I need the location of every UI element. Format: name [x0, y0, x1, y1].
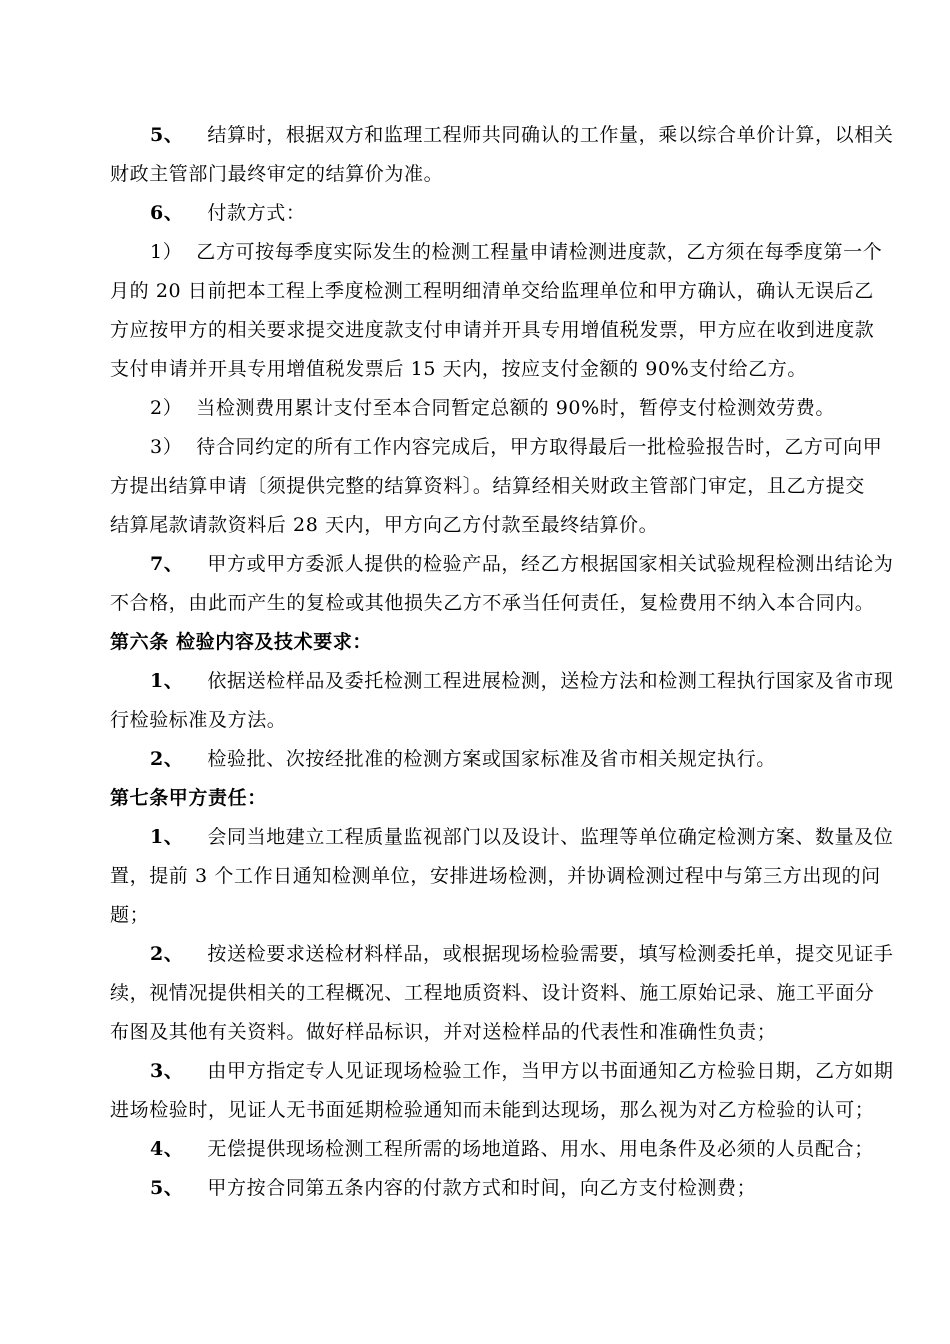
- paragraph-text: 按送检要求送检材料样品，或根据现场检验需要，填写检测委托单，提交见证手: [207, 943, 894, 965]
- item-number: 2、: [150, 748, 184, 770]
- item-number: 1、: [150, 670, 184, 692]
- sub-1-line-3: 方应按甲方的相关要求提交进度款支付申请并开具专用增值税发票，甲方应在收到进度款: [110, 319, 875, 341]
- paragraph-7-line-1: [150, 552, 893, 576]
- article-7-item-1-line-3: 题；: [110, 904, 150, 926]
- paragraph-text: 检验批、次按经批准的检测方案或国家标准及省市相关规定执行。: [207, 748, 776, 770]
- article-7-item-1-line-1: [150, 825, 893, 849]
- article-6-item-2-line-1: [150, 747, 776, 771]
- sub-3-line-3: 结算尾款请款资料后 28 天内，甲方向乙方付款至最终结算价。: [110, 514, 659, 536]
- paragraph-6-line-1: [150, 201, 305, 225]
- article-7-item-3-line-2: 进场检验时，见证人无书面延期检验通知而未能到达现场，那么视为对乙方检验的认可；: [110, 1099, 875, 1121]
- paragraph-text: 当检测费用累计支付至本合同暂定总额的 90%时，暂停支付检测效劳费。: [196, 397, 835, 419]
- article-7-item-3-line-1: [150, 1059, 893, 1083]
- item-number: 5、: [150, 124, 184, 146]
- sub-2-line-1: [150, 396, 835, 420]
- item-number: 5、: [150, 1177, 184, 1199]
- sub-item-number: 3）: [150, 436, 183, 458]
- paragraph-text: 待合同约定的所有工作内容完成后，甲方取得最后一批检验报告时，乙方可向甲: [196, 436, 883, 458]
- paragraph-text: 无偿提供现场检测工程所需的场地道路、用水、用电条件及必须的人员配合；: [207, 1138, 874, 1160]
- article-6-heading: 第六条 检验内容及技术要求：: [110, 631, 373, 653]
- paragraph-7-line-2: 不合格，由此而产生的复检或其他损失乙方不承当任何责任，复检费用不纳入本合同内。: [110, 592, 875, 614]
- article-6-item-1-line-1: [150, 669, 893, 693]
- sub-3-line-1: [150, 435, 882, 459]
- paragraph-text: 乙方可按每季度实际发生的检测工程量申请检测进度款，乙方须在每季度第一个: [196, 241, 883, 263]
- paragraph-text: 结算时，根据双方和监理工程师共同确认的工作量，乘以综合单价计算，以相关: [207, 124, 894, 146]
- sub-1-line-2: 月的 20 日前把本工程上季度检测工程明细清单交给监理单位和甲方确认，确认无误后乙: [110, 280, 874, 302]
- item-number: 7、: [150, 553, 184, 575]
- article-7-heading: 第七条甲方责任：: [110, 787, 267, 809]
- sub-item-number: 1）: [150, 241, 183, 263]
- paragraph-text: 甲方按合同第五条内容的付款方式和时间，向乙方支付检测费；: [207, 1177, 757, 1199]
- paragraph-text: 甲方或甲方委派人提供的检验产品，经乙方根据国家相关试验规程检测出结论为: [207, 553, 894, 575]
- item-number: 1、: [150, 826, 184, 848]
- sub-1-line-4: 支付申请并开具专用增值税发票后 15 天内，按应支付金额的 90%支付给乙方。: [110, 358, 807, 380]
- paragraph-text: 付款方式：: [207, 202, 306, 224]
- paragraph-text: 会同当地建立工程质量监视部门以及设计、监理等单位确定检测方案、数量及位: [207, 826, 894, 848]
- article-6-item-1-line-2: 行检验标准及方法。: [110, 709, 287, 731]
- paragraph-5-line-2: 财政主管部门最终审定的结算价为准。: [110, 163, 444, 185]
- item-number: 3、: [150, 1060, 184, 1082]
- item-number: 2、: [150, 943, 184, 965]
- article-7-item-2-line-2: 续，视情况提供相关的工程概况、工程地质资料、设计资料、施工原始记录、施工平面分: [110, 982, 875, 1004]
- paragraph-text: 由甲方指定专人见证现场检验工作，当甲方以书面通知乙方检验日期，乙方如期: [207, 1060, 894, 1082]
- paragraph-5-line-1: [150, 123, 893, 147]
- article-7-item-1-line-2: 置，提前 3 个工作日通知检测单位，安排进场检测，并协调检测过程中与第三方出现的问: [110, 865, 881, 887]
- sub-1-line-1: [150, 240, 882, 264]
- article-7-item-2-line-3: 布图及其他有关资料。做好样品标识，并对送检样品的代表性和准确性负责；: [110, 1021, 777, 1043]
- article-7-item-4-line-1: [150, 1137, 874, 1161]
- item-number: 4、: [150, 1138, 184, 1160]
- sub-item-number: 2）: [150, 397, 183, 419]
- article-7-item-5-line-1: [150, 1176, 756, 1200]
- item-number: 6、: [150, 202, 184, 224]
- article-7-item-2-line-1: [150, 942, 893, 966]
- sub-3-line-2: 方提出结算申请〔须提供完整的结算资料〕。结算经相关财政主管部门审定，且乙方提交: [110, 475, 865, 497]
- paragraph-text: 依据送检样品及委托检测工程进展检测，送检方法和检测工程执行国家及省市现: [207, 670, 894, 692]
